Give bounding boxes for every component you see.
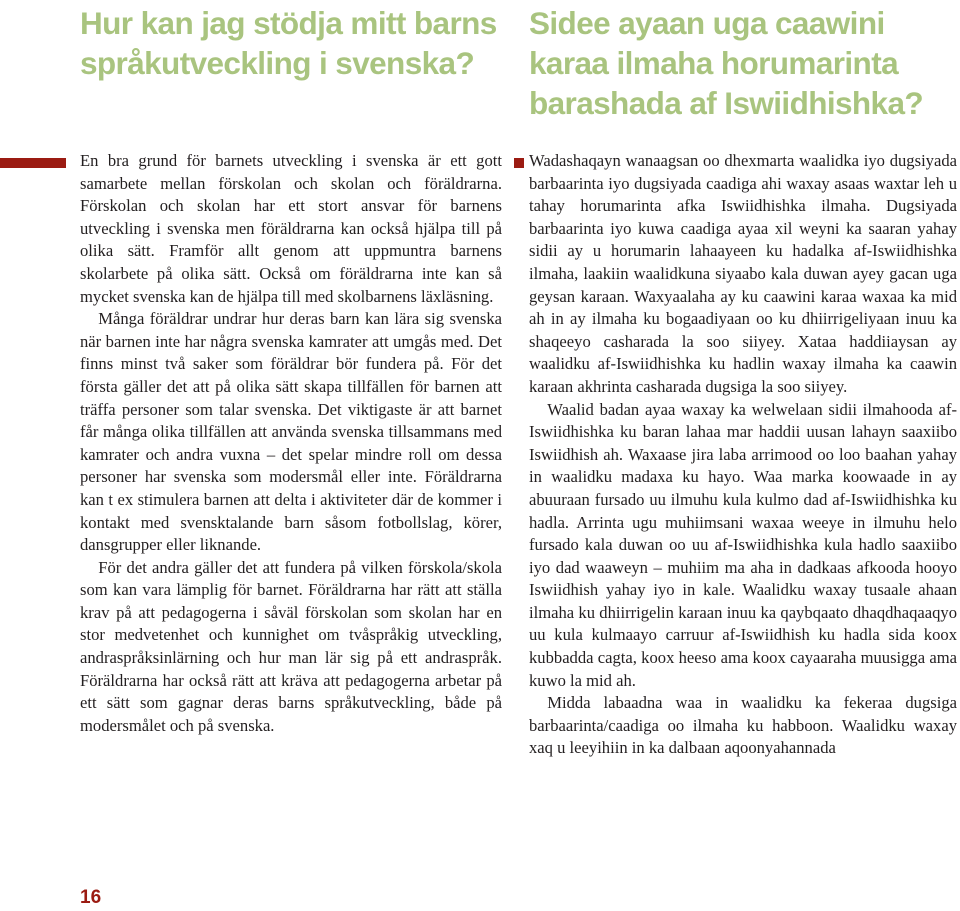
swedish-body	[80, 150, 502, 737]
somali-body	[529, 150, 957, 760]
page-number: 16	[80, 887, 102, 908]
swedish-paragraph: Många föräldrar undrar hur deras barn kan lära sig svenska när barnen inte har några svenska kamrater att umgås med. Det finns minst två saker som föräldrar bör fundera på. För det första gäller det att på olika sätt skapa tillfällen för barnen att träffa personer som talar svenska. Det viktigaste är att barnet får många olika tillfällen att använda svenska tillsammans med kamrater och andra vuxna – det spelar mindre roll om dessa personer har svenska som modersmål eller inte. Föräldrarna kan t ex stimulera barnen att delta i aktiviteter där de kommer i kontakt med svensktalande barn såsom fotbollslag, körer, dansgrupper eller liknande.	[80, 309, 502, 555]
somali-paragraph: Midda labaadna waa in waalidku ka fekeraa dugsiga barbaarinta/caadiga oo ilmaha ku habboon. Waalidku waxay xaq u leeyihiin in ka dalbaan aqoonyahannada	[529, 693, 957, 758]
somali-heading: Sidee ayaan uga caawini karaa ilmaha horumarinta barashada af Iswiidhishka?	[529, 5, 924, 121]
swedish-heading: Hur kan jag stödja mitt barns språkutveckling i svenska?	[80, 5, 497, 81]
swedish-paragraph: En bra grund för barnets utveckling i svenska är ett gott samarbete mellan förskolan och skolan och föräldrarna. Förskolan och skolan har ett stort ansvar för barnens utveckling i svenska men föräldrarna kan också hjälpa till på olika sätt. Framför allt genom att uppmuntra barnens skolarbete på olika sätt. Också om föräldrarna inte kan så mycket svenska kan de hjälpa till med skolbarnens läxläsning.	[80, 151, 502, 306]
swedish-paragraph: För det andra gäller det att fundera på vilken förskola/skola som kan vara lämplig för barnet. Föräldrarna har rätt att ställa krav på att pedagogerna i såväl förskolan som skolan har en stor medvetenhet och kunnighet om tvåspråkig utveckling, andraspråksinlärning och hur man lär sig på ett andraspråk. Föräldrarna har också rätt att kräva att pedagogerna arbetar på ett sätt som gagnar deras barns språkutveckling, både på modersmålet och på svenska.	[80, 557, 502, 735]
section-marker-right	[514, 158, 524, 168]
somali-paragraph: Waalid badan ayaa waxay ka welwelaan sidii ilmahooda af-Iswiidhishka ku baran lahaa mar haddii uusan lahayn saaxiibo Iswiidhish ah. Waxaase jira laba arrimood oo loo baahan yahay in waalidku madaxa ku hayo. Waa marka koowaade in ay abuuraan fursado uu ilmuhu kula kulmo dad af-Iswiidhishka ku hadla. Arrinta ugu muhiimsani waxaa weeye in ilmuhu helo fursado kala duwan oo uu af-Iswiidhishka kula hadlo saaxiibo iyo dad waaweyn – muhiim ma aha in dadkaas afkooda hooyo Iswiidhish yahay iyo in kale. Waalidku waxay tusaale ahaan ilmaha ku dhiirrigelin karaan inuu ka qaybqaato dhaqdhaqaaqyo uu kula kulmaayo carruur af-Iswiidhish ku hadla sida koox kubbadda cagta, koox heeso ama koox cayaaraha muusigga ama kuwo la mid ah.	[529, 399, 957, 690]
section-marker-left	[0, 158, 66, 168]
somali-paragraph: Wadashaqayn wanaagsan oo dhexmarta waalidka iyo dugsiyada barbaarinta iyo dugsiyada caadiga ahi waxay asaas waxtar leh u tahay horumarinta afka Iswiidhishka ilmaha. Dugsiyada barbaarinta iyo kuwa caadiga ayaa xil weyni ka saaran yahay sidii ay u horumarin lahaayeen ku hadalka af-Iswiidhishka ilmaha, laakiin waalidkuna siyaabo kala duwan ayey gacan uga geysan karaan. Waxyaalaha ay ku caawini karaa waxaa ka mid ah in ay ilmaha ku bogaadiyaan oo ku dhiirrigeliyaan inuu ka shaqeeyo casharada la soo siiyey. Xataa haddiiaysan ay waalidku af-Iswiidhishka ku hadlin waxay ilmaha ka caawin karaan akhrinta casharada dugsiga la soo siiyey.	[529, 151, 957, 396]
